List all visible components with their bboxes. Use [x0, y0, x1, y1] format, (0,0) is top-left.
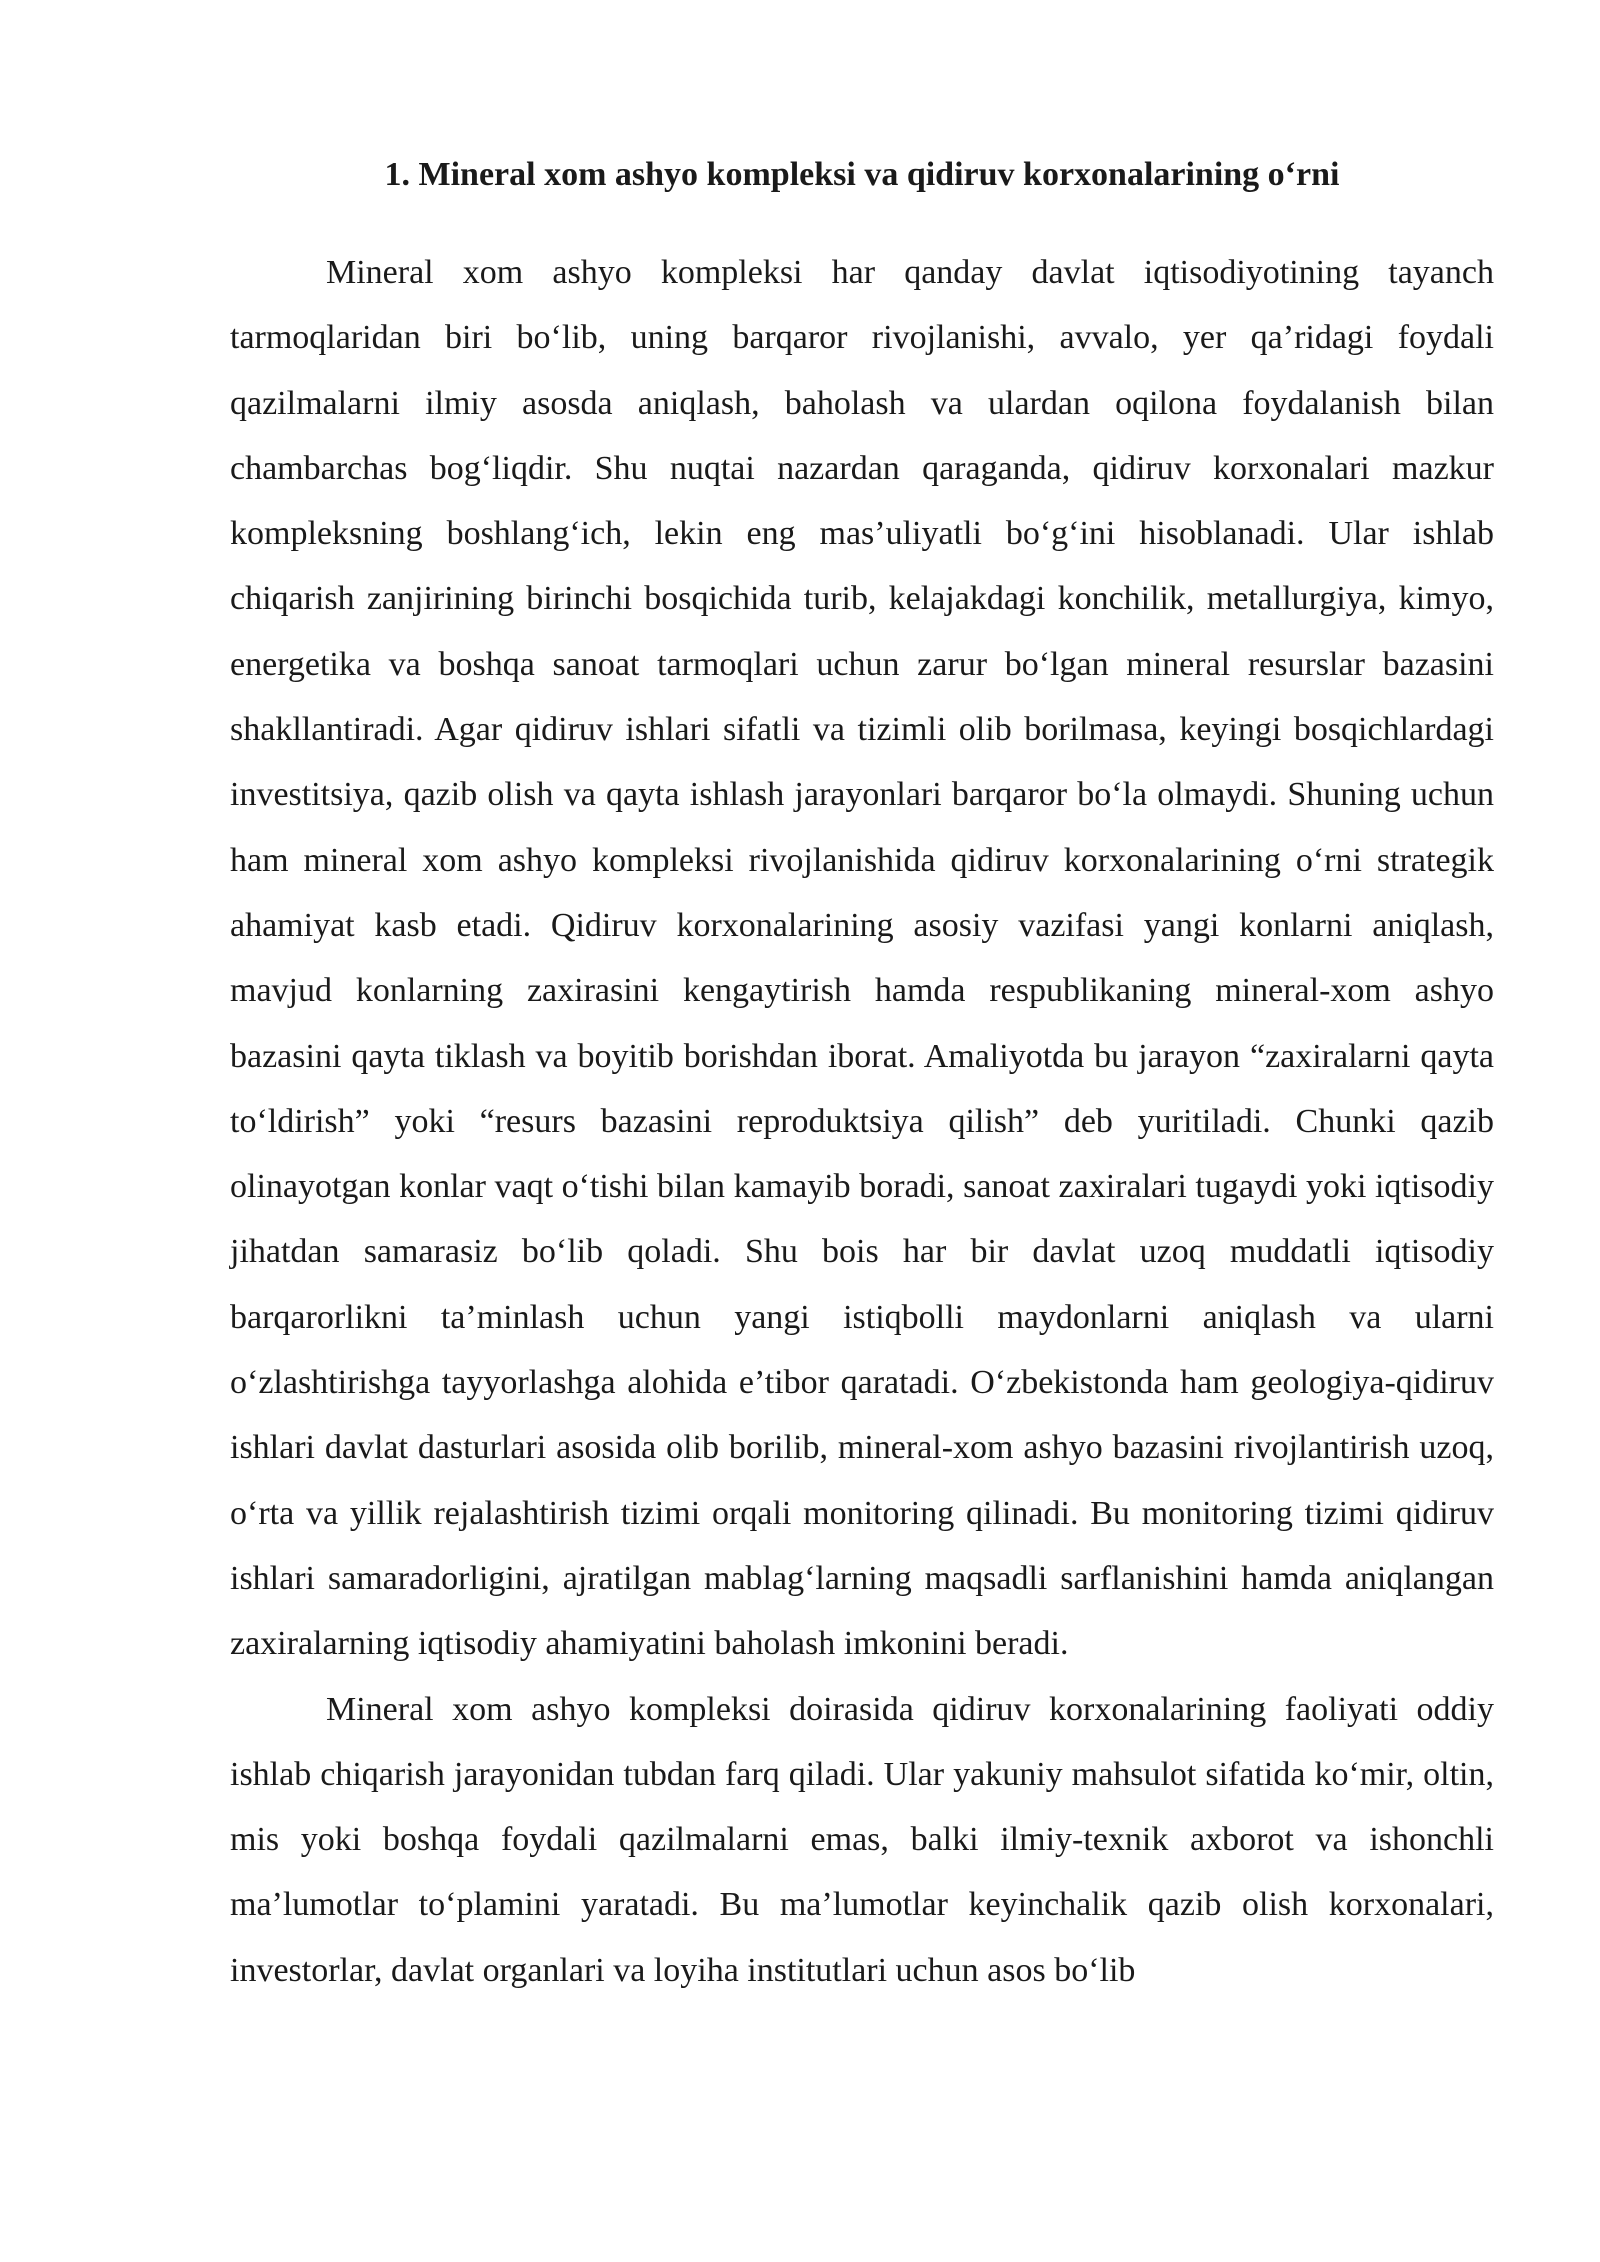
body-text: [230, 240, 1494, 2003]
paragraph-1: Mineral xom ashyo kompleksi har qanday davlat iqtisodiyotining tayanch tarmoqlaridan biri bo‘lib, uning barqaror rivojlanishi, avvalo, yer qa’ridagi foydali qazilmalarni ilmiy asosda aniqlash, baholash va ulardan oqilona foydalanish bilan chambarchas bog‘liqdir. Shu nuqtai nazardan qaraganda, qidiruv korxonalari mazkur kompleksning boshlang‘ich, lekin eng mas’uliyatli bo‘g‘ini hisoblanadi. Ular ishlab chiqarish zanjirining birinchi bosqichida turib, kelajakdagi konchilik, metallurgiya, kimyo, energetika va boshqa sanoat tarmoqlari uchun zarur bo‘lgan mineral resurslar bazasini shakllantiradi. Agar qidiruv ishlari sifatli va tizimli olib borilmasa, keyingi bosqichlardagi investitsiya, qazib olish va qayta ishlash jarayonlari barqaror bo‘la olmaydi. Shuning uchun ham mineral xom ashyo kompleksi rivojlanishida qidiruv korxonalarining o‘rni strategik ahamiyat kasb etadi. Qidiruv korxonalarining asosiy vazifasi yangi konlarni aniqlash, mavjud konlarning zaxirasini kengaytirish hamda respublikaning mineral-xom ashyo bazasini qayta tiklash va boyitib borishdan iborat. Amaliyotda bu jarayon “zaxiralarni qayta to‘ldirish” yoki “resurs bazasini reproduktsiya qilish” deb yuritiladi. Chunki qazib olinayotgan konlar vaqt o‘tishi bilan kamayib boradi, sanoat zaxiralari tugaydi yoki iqtisodiy jihatdan samarasiz bo‘lib qoladi. Shu bois har bir davlat uzoq muddatli iqtisodiy barqarorlikni ta’minlash uchun yangi istiqbolli maydonlarni aniqlash va ularni o‘zlashtirishga tayyorlashga alohida e’tibor qaratadi. O‘zbekistonda ham geologiya-qidiruv ishlari davlat dasturlari asosida olib borilib, mineral-xom ashyo bazasini rivojlantirish uzoq, o‘rta va yillik rejalashtirish tizimi orqali monitoring qilinadi. Bu monitoring tizimi qidiruv ishlari samaradorligini, ajratilgan mablag‘larning maqsadli sarflanishini hamda aniqlangan zaxiralarning iqtisodiy ahamiyatini baholash imkonini beradi.: [230, 254, 1494, 1663]
section-heading: 1. Mineral xom ashyo kompleksi va qidiruv korxonalarining o‘rni: [384, 156, 1340, 193]
paragraph-2: Mineral xom ashyo kompleksi doirasida qidiruv korxonalarining faoliyati oddiy ishlab chiqarish jarayonidan tubdan farq qiladi. Ular yakuniy mahsulot sifatida ko‘mir, oltin, mis yoki boshqa foydali qazilmalarni emas, balki ilmiy-texnik axborot va ishonchli ma’lumotlar to‘plamini yaratadi. Bu ma’lumotlar keyinchalik qazib olish korxonalari, investorlar, davlat organlari va loyiha institutlari uchun asos bo‘lib: [230, 1690, 1494, 1989]
